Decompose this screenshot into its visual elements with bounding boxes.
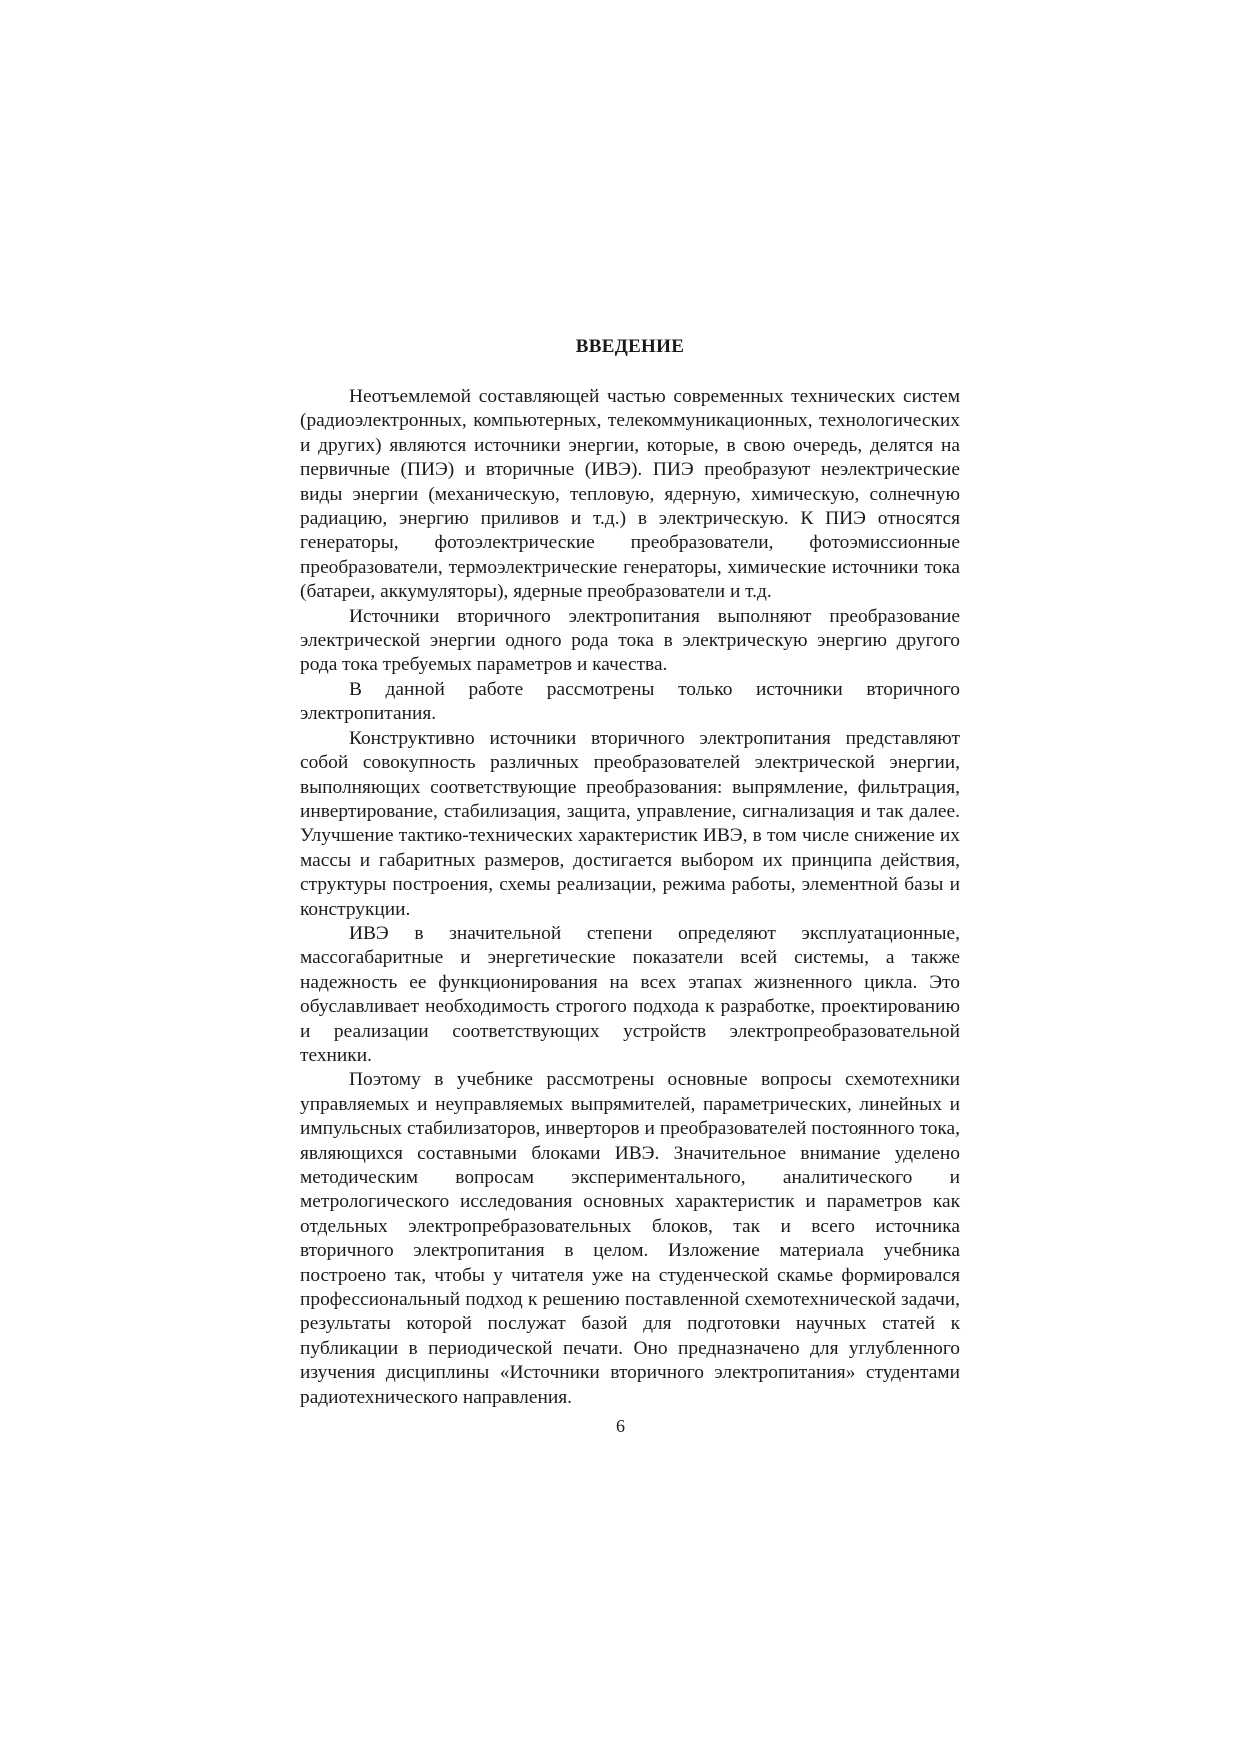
page-number: 6 [616,1416,625,1436]
section-heading: ВВЕДЕНИЕ [575,336,685,357]
paragraph-4: Конструктивно источники вторичного электропитания представляют собой совокупность различных преобразователей электрической энергии, выполняющих соответствующие преобразования: выпрямление, фильтрация, инвертирование, стабилизация, защита, управление, сигнализация и так далее. Улучшение тактико-технических характеристик ИВЭ, в том числе снижение их массы и габаритных размеров, достигается выбором их принципа действия, структуры построения, схемы реализации, режима работы, элементной базы и конструкции. [300,727,960,920]
paragraph-5: ИВЭ в значительной степени определяют эксплуатационные, массогабаритные и энергетические показатели всей системы, а также надежность ее функционирования на всех этапах жизненного цикла. Это обуславливает необходимость строгого подхода к разработке, проектированию и реализации соответствующих устройств электропреобразовательной техники. [300,922,960,1066]
page-content [300,335,960,1410]
paragraph-3: В данной работе рассмотрены только источники вторичного электропитания. [300,678,960,725]
paragraph-6: Поэтому в учебнике рассмотрены основные вопросы схемотехники управляемых и неуправляемых выпрямителей, параметрических, линейных и импульсных стабилизаторов, инверторов и преобразователей постоянного тока, являющихся составными блоками ИВЭ. Значительное внимание уделено методическим вопросам экспериментального, аналитического и метрологического исследования основных характеристик и параметров как отдельных электропребразовательных блоков, так и всего источника вторичного электропитания в целом. Изложение материала учебника построено так, чтобы у читателя уже на студенческой скамье формировался профессиональный подход к решению поставленной схемотехнической задачи, результаты которой послужат базой для подготовки научных статей к публикации в периодической печати. Оно предназначено для углубленного изучения дисциплины «Источники вторичного электропитания» студентами радиотехнического направления. [300,1069,960,1408]
paragraph-1: Неотъемлемой составляющей частью современных технических систем (радиоэлектронных, компьютерных, телекоммуникационных, технологических и других) являются источники энергии, которые, в свою очередь, делятся на первичные (ПИЭ) и вторичные (ИВЭ). ПИЭ преобразуют неэлектрические виды энергии (механическую, тепловую, ядерную, химическую, солнечную радиацию, энергию приливов и т.д.) в электрическую. К ПИЭ относятся генераторы, фотоэлектрические преобразователи, фотоэмиссионные преобразователи, термоэлектрические генераторы, химические источники тока (батареи, аккумуляторы), ядерные преобразователи и т.д. [300,386,960,603]
paragraph-2: Источники вторичного электропитания выполняют преобразование электрической энергии одного рода тока в электрическую энергию другого рода тока требуемых параметров и качества. [300,605,960,676]
